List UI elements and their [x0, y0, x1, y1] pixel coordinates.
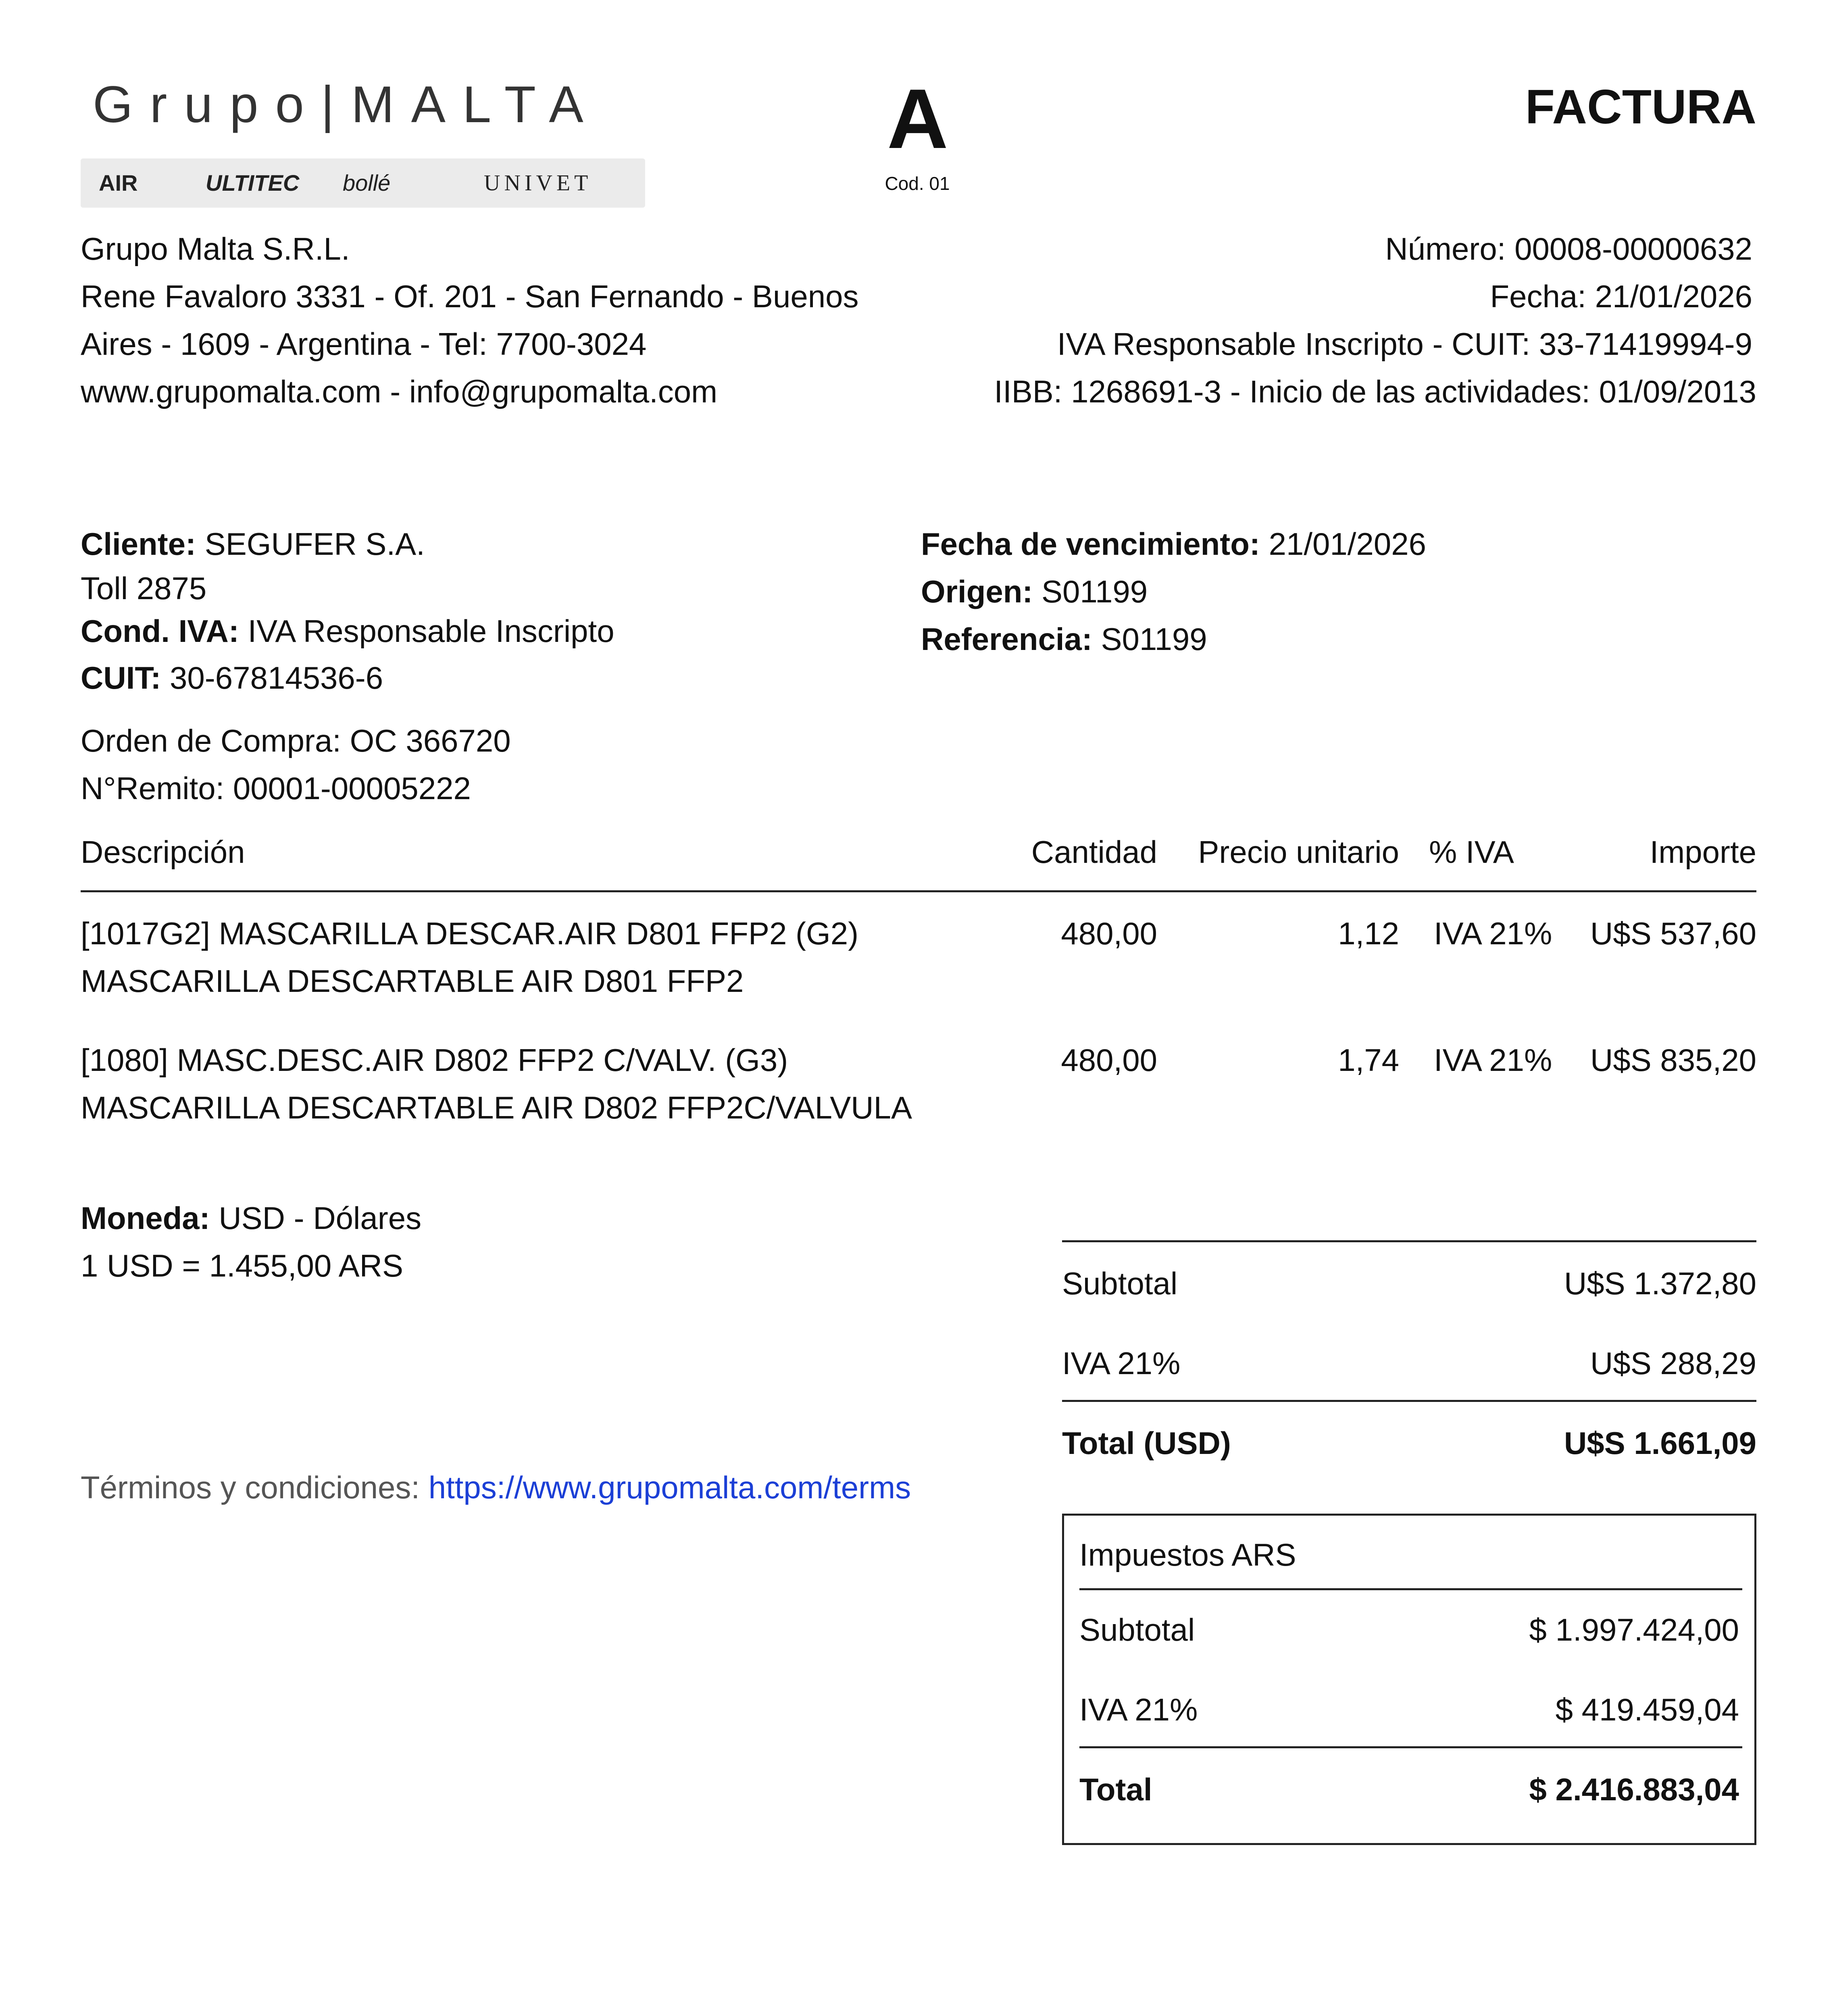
row-desc-code: [1017G2] MASCARILLA DESCAR.AIR D801 FFP2 (G2): [81, 916, 859, 951]
col-header-precio: Precio unitario: [1198, 834, 1399, 870]
invoice-number: Número: 00008-00000632: [1385, 231, 1752, 267]
row-precio: 1,74: [1338, 1042, 1399, 1078]
brand-ultitec: ULTITEC: [206, 170, 300, 196]
usd-total-value: U$S 1.661,09: [1564, 1425, 1756, 1461]
currency-label: Moneda:: [81, 1200, 210, 1236]
row-desc-text: MASCARILLA DESCARTABLE AIR D802 FFP2C/VALVULA: [81, 1090, 912, 1125]
usd-iva-value: U$S 288,29: [1590, 1345, 1756, 1381]
client-cuit-label: CUIT:: [81, 660, 161, 696]
table-header-divider: [81, 890, 1756, 892]
usd-subtotal-value: U$S 1.372,80: [1564, 1266, 1756, 1301]
logo-text: Grupo|MALTA: [93, 76, 600, 133]
usd-subtotal-label: Subtotal: [1062, 1266, 1178, 1301]
invoice-code: Cod. 01: [885, 173, 950, 194]
usd-total-label: Total (USD): [1062, 1425, 1231, 1461]
ars-title-divider: [1079, 1588, 1742, 1590]
company-web-email: www.grupomalta.com - info@grupomalta.com: [81, 374, 718, 409]
reference: [921, 615, 1207, 663]
company-logo: [81, 75, 645, 208]
totals-mid-divider: [1062, 1400, 1756, 1402]
col-header-iva: % IVA: [1429, 834, 1514, 870]
ars-iva-label: IVA 21%: [1079, 1692, 1198, 1727]
ars-iva-value: $ 419.459,04: [1555, 1692, 1739, 1727]
cond-iva-value: IVA Responsable Inscripto: [248, 613, 614, 649]
row-desc-text: MASCARILLA DESCARTABLE AIR D801 FFP2: [81, 963, 744, 999]
ars-taxes-box: [1062, 1514, 1756, 1845]
totals-top-divider: [1062, 1240, 1756, 1242]
col-header-descripcion: Descripción: [81, 834, 245, 870]
origin: [921, 568, 1148, 615]
brand-bolle: bollé: [343, 170, 391, 196]
table-row: [0, 1036, 1833, 1133]
issuer-iva-cuit: IVA Responsable Inscripto - CUIT: 33-71419994-9: [1057, 326, 1752, 362]
origin-value: S01199: [1041, 574, 1148, 609]
col-header-cantidad: Cantidad: [1031, 834, 1157, 870]
currency-value: USD - Dólares: [219, 1200, 422, 1236]
row-cantidad: 480,00: [1061, 1042, 1157, 1078]
brand-univet: UNIVET: [484, 171, 592, 196]
reference-label: Referencia:: [921, 621, 1092, 657]
ars-subtotal-value: $ 1.997.424,00: [1529, 1612, 1739, 1647]
cond-iva-label: Cond. IVA:: [81, 613, 239, 649]
company-name: Grupo Malta S.R.L.: [81, 231, 350, 267]
client-name: [81, 520, 425, 568]
client-value: SEGUFER S.A.: [204, 526, 425, 562]
terms-label: Términos y condiciones:: [81, 1470, 420, 1505]
client-address: Toll 2875: [81, 571, 207, 606]
col-header-importe: Importe: [1650, 834, 1756, 870]
doc-title: FACTURA: [1525, 80, 1756, 134]
ars-total-value: $ 2.416.883,04: [1529, 1772, 1739, 1807]
row-desc-code: [1080] MASC.DESC.AIR D802 FFP2 C/VALV. (G3): [81, 1042, 788, 1078]
invoice-letter: A: [887, 71, 948, 166]
due-date: [921, 520, 1426, 568]
ars-total-divider: [1079, 1746, 1742, 1748]
ars-subtotal-label: Subtotal: [1079, 1612, 1195, 1647]
exchange-rate: 1 USD = 1.455,00 ARS: [81, 1248, 403, 1283]
client-cuit-value: 30-67814536-6: [169, 660, 383, 696]
origin-label: Origen:: [921, 574, 1033, 609]
remito-number: N°Remito: 00001-00005222: [81, 771, 471, 806]
due-date-label: Fecha de vencimiento:: [921, 526, 1260, 562]
purchase-order: Orden de Compra: OC 366720: [81, 723, 511, 758]
terms-link[interactable]: https://www.grupomalta.com/terms: [428, 1470, 911, 1505]
client-cuit: [81, 654, 383, 702]
usd-iva-label: IVA 21%: [1062, 1345, 1181, 1381]
terms: [81, 1464, 911, 1511]
table-row: [0, 910, 1833, 1006]
ars-total-label: Total: [1079, 1772, 1152, 1807]
issuer-iibb: IIBB: 1268691-3 - Inicio de las actividades: 01/09/2013: [994, 374, 1756, 409]
company-address-2: Aires - 1609 - Argentina - Tel: 7700-3024: [81, 326, 647, 362]
brand-bar: [81, 158, 645, 208]
brand-air: AIR: [99, 170, 138, 196]
company-address-1: Rene Favaloro 3331 - Of. 201 - San Fernando - Buenos: [81, 279, 859, 314]
row-precio: 1,12: [1338, 916, 1399, 951]
row-importe: U$S 537,60: [1590, 916, 1756, 951]
ars-box-title: Impuestos ARS: [1079, 1537, 1296, 1572]
row-iva: IVA 21%: [1434, 916, 1552, 951]
row-importe: U$S 835,20: [1590, 1042, 1756, 1078]
client-cond-iva: [81, 607, 614, 655]
currency: [81, 1194, 421, 1242]
due-date-value: 21/01/2026: [1269, 526, 1426, 562]
reference-value: S01199: [1101, 621, 1207, 657]
row-cantidad: 480,00: [1061, 916, 1157, 951]
row-iva: IVA 21%: [1434, 1042, 1552, 1078]
client-label: Cliente:: [81, 526, 196, 562]
invoice-date: Fecha: 21/01/2026: [1490, 279, 1752, 314]
